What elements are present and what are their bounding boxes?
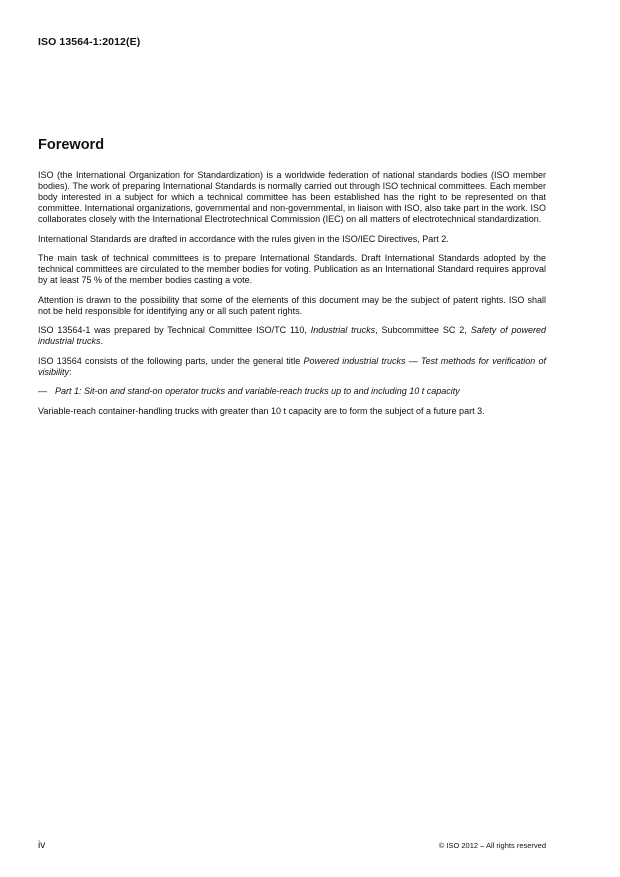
paragraph-prepared-by xyxy=(38,325,546,347)
parts-intro-text: ISO 13564 consists of the following parts, under the general title xyxy=(38,355,304,366)
paragraph-patent-rights: Attention is drawn to the possibility that some of the elements of this document may be the subject of patent rights. ISO shall not be held responsible for identifying any or all such patent rights. xyxy=(38,294,546,316)
foreword-body xyxy=(38,170,546,425)
committee-title: Industrial trucks xyxy=(310,325,376,336)
general-title: Powered industrial trucks — Test methods for verification of visibility xyxy=(38,355,546,377)
page-title: Foreword xyxy=(38,137,105,153)
paragraph-future-part: Variable-reach container-handling trucks with greater than 10 t capacity are to form the subject of a future part 3. xyxy=(38,405,485,416)
prepared-by-text: ISO 13564-1 was prepared by Technical Committee ISO/TC 110, xyxy=(38,325,311,336)
document-id-header: ISO 13564-1:2012(E) xyxy=(38,36,141,48)
part-1-title: Part 1: Sit-on and stand-on operator trucks and variable-reach trucks up to and including 10 t capacity xyxy=(55,386,460,397)
paragraph-parts-intro xyxy=(38,356,546,378)
parts-intro-colon: : xyxy=(69,366,72,377)
subcommittee-title: Safety of powered industrial trucks xyxy=(38,325,546,347)
list-item xyxy=(38,386,546,397)
prepared-by-text-3: . xyxy=(100,336,104,347)
paragraph-iso-federation: ISO (the International Organization for Standardization) is a worldwide federation of national standards bodies (ISO member bodies). The work of preparing International Standards is normally carried out through ISO technical committees. Each member body interested in a subject for which a technical committee has been established has the right to be represented on that committee. International organizations, governmental and non-governmental, in liaison with ISO, also take part in the work. ISO collaborates closely with the International Electrotechnical Commission (IEC) on all matters of electrotechnical standardization. xyxy=(38,170,546,225)
paragraph-committee-task: The main task of technical committees is to prepare International Standards. Draft International Standards adopted by the technical committees are circulated to the member bodies for voting. Publication as an International Standard requires approval by at least 75 % of the member bodies casting a vote. xyxy=(38,253,546,286)
paragraph-directives: International Standards are drafted in accordance with the rules given in the ISO/IEC Directives, Part 2. xyxy=(38,233,449,244)
dash-bullet: — xyxy=(38,386,47,397)
copyright-notice: © ISO 2012 – All rights reserved xyxy=(438,841,546,850)
prepared-by-text-2: , Subcommittee SC 2, xyxy=(375,325,471,336)
page-number: iv xyxy=(38,840,46,851)
